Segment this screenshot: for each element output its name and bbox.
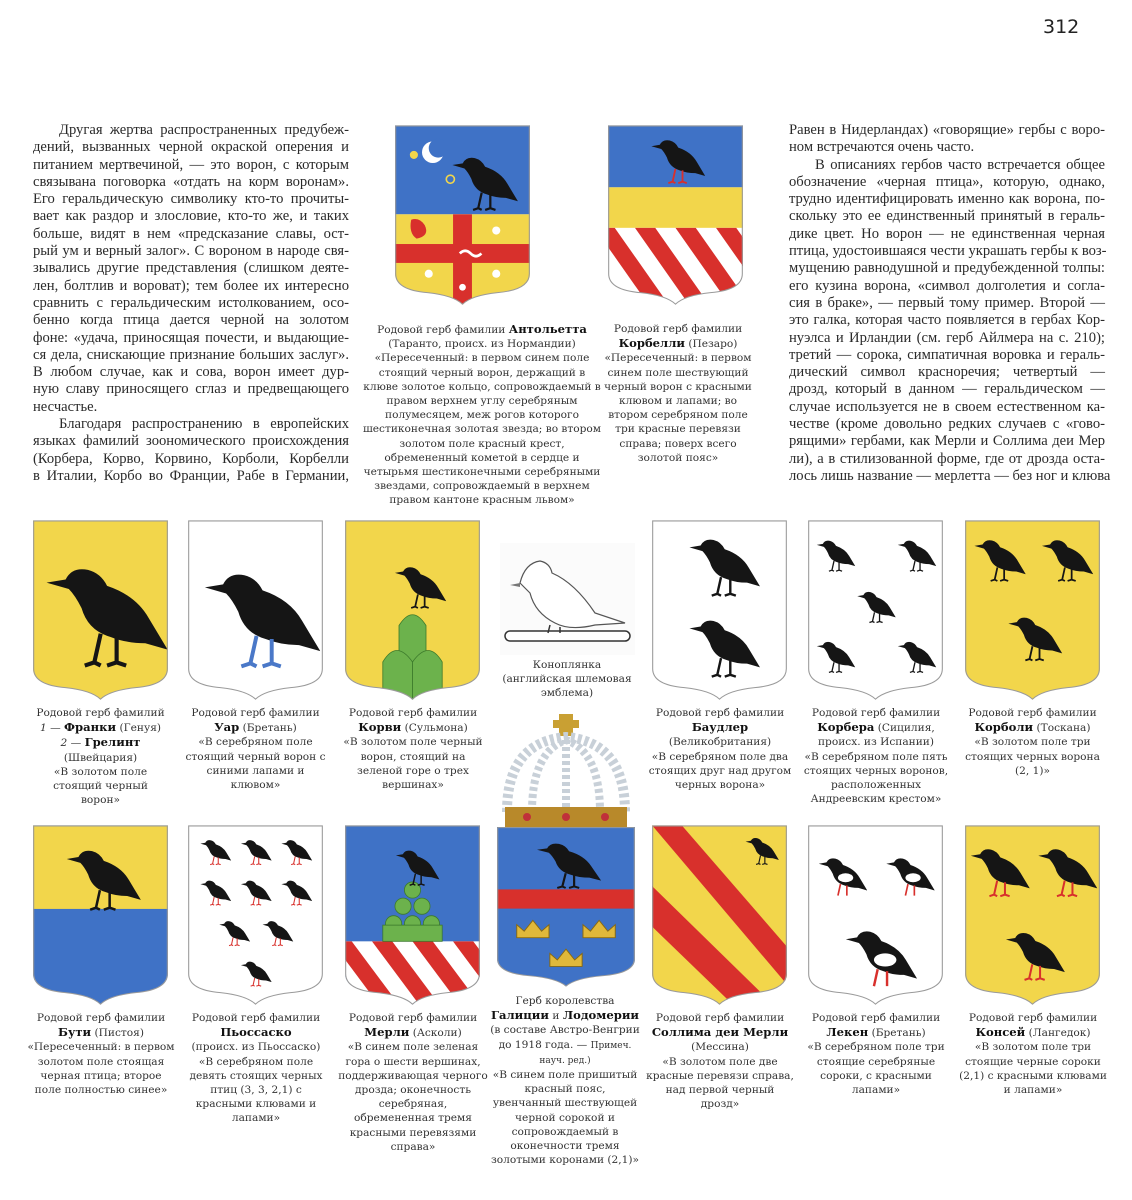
text-line: (Корбера, Корво, Корвино, Корболи, Корбелли	[33, 450, 349, 467]
coat-of-arms-uar	[188, 520, 323, 700]
caption-buti: Родовой герб фамилии Бути (Пистоя) «Пересеченный: в первом золотом поле стоящая черная птица; второе поле полностью синее»	[27, 1012, 175, 1097]
text-line: дический символ красноречия; четвертый —	[789, 364, 1105, 381]
text-line: случае используется не в своем естественном ка-	[789, 398, 1105, 415]
coat-of-arms-leken	[808, 825, 943, 1005]
text-line: рый ум и верный залог». С вороном в народе свя-	[33, 243, 349, 260]
text-line: связывана поговорка «отдать на корм воронам».	[33, 173, 349, 190]
cross-pale	[453, 214, 472, 304]
star-icon	[492, 226, 500, 234]
text-line: в Италии, Корбо во Франции, Рабе в Германии,	[33, 467, 349, 484]
text-line: Равен в Нидерландах) «говорящие» гербы с воро-	[789, 122, 1105, 138]
text-line: больше, видят в нем «предсказание славы, ост-	[33, 225, 349, 242]
caption-galicia: Герб королевства Галиции и Лодомерии (в составе Австро-Венгрии до 1918 года. — Примеч. науч. ред.) «В синем поле пришитый красный пояс, увенчанный шествующей черной сорокой и сопровождаемый в оконечности тремя золотыми коронами (2,1)»	[490, 995, 640, 1167]
text-line: ную славу приносящего сглаз и предвещающего	[33, 381, 349, 398]
caption-baudler: Родовой герб фамилии Баудлер (Великобритания) «В серебряном поле два стоящих друг над другом черных ворона»	[648, 707, 792, 792]
text-line: честве (кроме довольно редких случаев с «гово-	[789, 416, 1105, 433]
coat-of-arms-baudler	[652, 520, 787, 700]
text-line: Его геральдическую символику кто-то прочиты-	[33, 191, 349, 208]
text-line: В любом случае, как и сова, ворон имеет дур-	[33, 364, 349, 381]
text-line: дений, вызванных черной окраской оперения и	[33, 139, 349, 156]
body-text-left-column	[33, 122, 349, 485]
caption-pyossasko: Родовой герб фамилии Пьоссаско (происх. из Пьоссаско) «В серебряном поле девять стоящих черных птиц (3, 3, 2,1) с красными клювами и лапами»	[189, 1012, 323, 1125]
caption-konoplyanka: Коноплянка (английская шлемовая эмблема)	[502, 659, 632, 700]
caption-merli: Родовой герб фамилии Мерли (Асколи) «В синем поле зеленая гора о шести вершинах, поддерживающая черного дрозда; оконечность серебряная, обремененная тремя красными перевязями справа»	[338, 1012, 488, 1153]
text-line: это галка, которая часто появляется в гербах Кор-	[789, 312, 1105, 329]
coat-of-arms-korboli	[965, 520, 1100, 700]
text-line: лен, болтлив и вороват); тем более их интересно	[33, 277, 349, 294]
coat-of-arms-galicia	[497, 712, 635, 992]
page-number: 312	[1043, 16, 1080, 38]
caption-korbera: Родовой герб фамилии Корбера (Сицилия, происх. из Испании) «В серебряном поле пять стоящих черных воронов, расположенных Андреевским крестом»	[803, 707, 949, 806]
coat-of-arms-antoletta	[395, 125, 530, 305]
text-line: Благодаря распространению в европейских	[59, 416, 349, 433]
field-azure	[395, 125, 530, 214]
star-icon	[425, 270, 433, 278]
caption-uar: Родовой герб фамилии Уар (Бретань) «В серебряном поле стоящий черный ворон с синими лапами и клювом»	[185, 707, 326, 792]
text-line: ли), а в стилизованной форме, где от дрозда оста-	[789, 450, 1105, 467]
royal-crown-icon	[505, 714, 627, 827]
text-line: фоне: «удача, приносящая почести, и выдающие-	[33, 329, 349, 346]
star-icon	[410, 151, 418, 159]
text-line: трудно идентифицировать именно как ворона, по-	[789, 191, 1105, 208]
wreath-bar	[505, 631, 630, 641]
text-line: дике цвет. Но ворон — не единственная черная	[789, 225, 1105, 242]
coat-of-arms-korbelli	[608, 125, 743, 305]
text-line: мущению равнодушной и предубежденной толпы:	[789, 260, 1105, 277]
text-line: рящими» гербами, как Мерли и Соллима деи Мер	[789, 433, 1105, 450]
star-icon	[459, 284, 466, 291]
body-text-right-column	[789, 122, 1111, 485]
text-line: вает как раздор и злословие, кто-то же, и таких	[33, 208, 349, 225]
text-line: дрозд, который в данном — геральдическом —	[789, 381, 1105, 398]
text-line: языках фамилий зоономического происхождения	[33, 433, 349, 450]
caption-korvi: Родовой герб фамилии Корви (Сульмона) «В золотом поле черный ворон, стоящий на зеленой горе о трех вершинах»	[343, 707, 483, 792]
caption-franki: Родовой герб фамилий 1 — Франки (Генуя) 2 — Грелинт (Швейцария) «В золотом поле стоящий черный ворон»	[36, 707, 165, 807]
text-line: его кузина ворона, «символ долголетия и согла-	[789, 277, 1105, 294]
coat-of-arms-franki	[33, 520, 168, 700]
caption-korboli: Родовой герб фамилии Корболи (Тоскана) «В золотом поле три стоящих черных ворона (2, 1)»	[965, 707, 1100, 777]
coat-of-arms-sollima	[652, 825, 787, 1005]
goldfinch-crest-image	[500, 543, 635, 655]
text-line: нуэлса и Ирландии (см. герб Айлмера на с. 210);	[789, 329, 1105, 346]
text-line: ся дела, снискающие признание больших заслуг».	[33, 346, 349, 363]
caption-leken: Родовой герб фамилии Лекен (Бретань) «В серебряном поле три стоящие серебряные сороки, с красными лапами»	[807, 1012, 945, 1097]
text-line: сия в браке», — первый тому пример. Второй —	[789, 294, 1105, 311]
coat-of-arms-korbera	[808, 520, 943, 700]
coat-of-arms-konsey	[965, 825, 1100, 1005]
coat-of-arms-pyossasko	[188, 825, 323, 1005]
text-line: ном встречаются очень часто.	[789, 139, 975, 156]
coat-of-arms-merli	[345, 825, 480, 1005]
coat-of-arms-korvi	[345, 520, 480, 700]
text-line: В описаниях гербов часто встречается общее	[815, 156, 1105, 173]
caption-korbelli: Родовой герб фамилии Корбелли (Пезаро) «Пересеченный: в первом синем поле шествующий черный ворон с красными клювом и лапами; во втором серебряном поле три красные перевязи справа; поверх всего золотой пояс»	[604, 323, 752, 464]
text-line: бенно когда птица дается черной на золотом	[33, 312, 349, 329]
text-line: Другая жертва распространенных предубеж-	[59, 122, 349, 138]
star-icon	[492, 270, 500, 278]
text-line: птица, удостоившаяся чести украшать гербы к воз-	[789, 243, 1107, 260]
caption-antoletta: Родовой герб фамилии Антольетта (Таранто, происх. из Нормандии) «Пересеченный: в первом синем поле стоящий черный ворон, держащий в клюве золотое кольцо, сопровождаемый в правом верхнем углу серебряным полумесяцем, меж рогов которого шестиконечная золотая звезда; во втором золотом поле красный крест, обремененный кометой в сердце и четырьмя шестиконечными серебряными звездами, сопровождаемый в верхнем правом кантоне красным львом»	[362, 322, 602, 507]
text-line: лось лишь название — мерлетта — без ног и клюва	[789, 467, 1111, 484]
text-line: зывались другие представления (слишком деяте-	[33, 260, 349, 277]
text-line: сравнить с геральдическим истолкованием, осо-	[33, 294, 349, 311]
text-line: третий — сорока, симпатичная воровка и гераль-	[789, 346, 1105, 363]
text-line: питанием мертвечиной, — это ворон, с которым	[33, 156, 349, 173]
coat-of-arms-buti	[33, 825, 168, 1005]
caption-konsey: Родовой герб фамилии Консей (Лангедок) «В золотом поле три стоящие черные сороки (2,1) с красными клювами и лапами»	[959, 1012, 1107, 1097]
caption-sollima: Родовой герб фамилии Соллима деи Мерли (Мессина) «В золотом поле две красные перевязи справа, над первой черный дрозд»	[646, 1012, 794, 1111]
text-line: скольку это ее единственный принятый в гераль-	[789, 208, 1105, 225]
text-line: обозначение «черная птица», которую, однако,	[789, 173, 1105, 190]
text-line: несчастье.	[33, 398, 98, 415]
